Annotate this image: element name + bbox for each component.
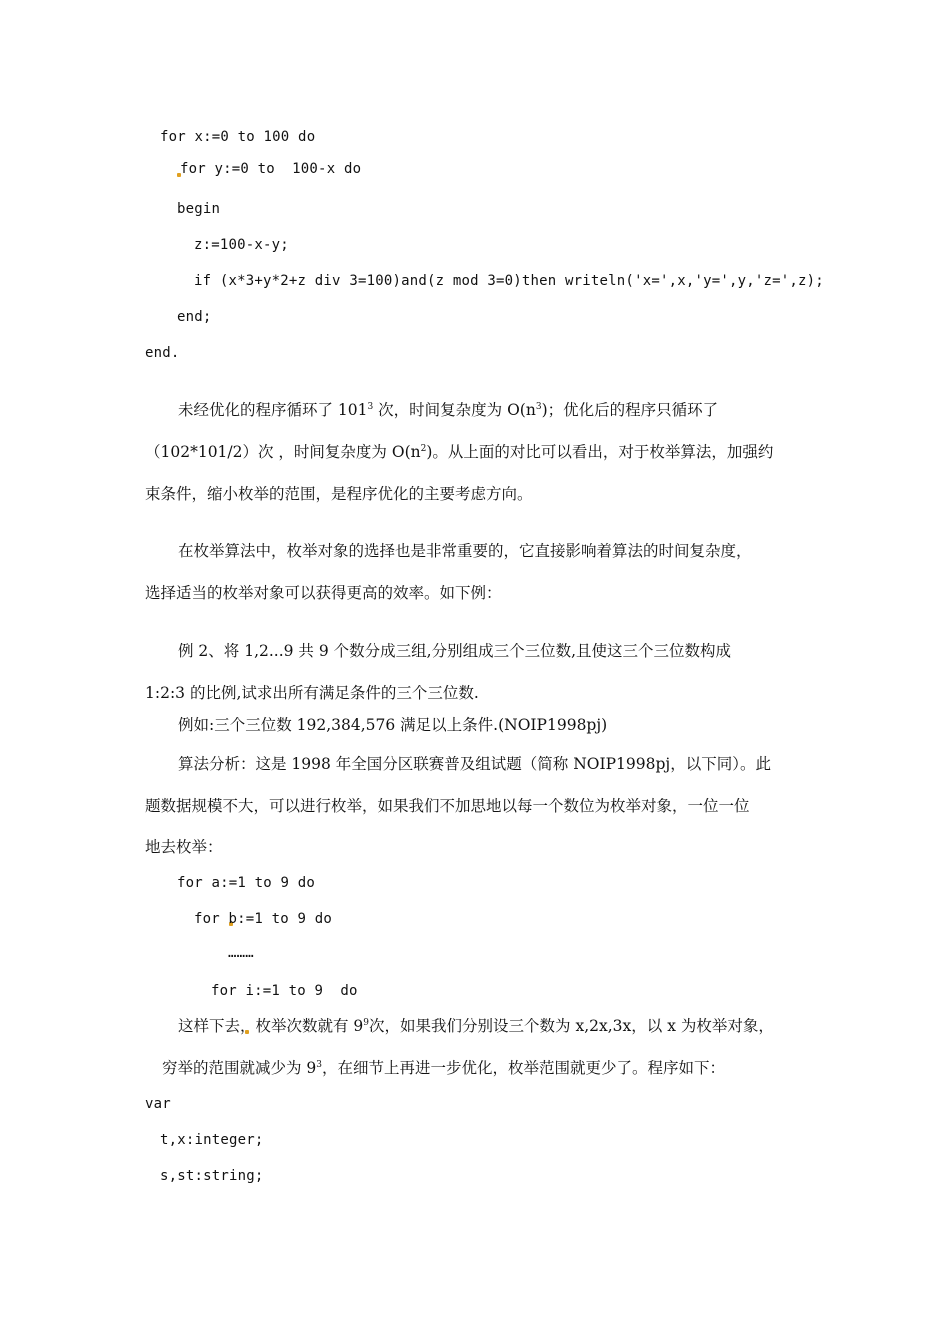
paragraph-line: 例 2、将 1,2...9 共 9 个数分成三组,分别组成三个三位数,且使这三个三位数构成 bbox=[178, 642, 732, 660]
code-line: end; bbox=[177, 309, 212, 325]
paragraph-line bbox=[145, 442, 773, 462]
superscript: 3 bbox=[316, 1060, 323, 1070]
text-run: )。从上面的对比可以看出，对于枚举算法，加强约 bbox=[426, 443, 774, 461]
paragraph-line bbox=[162, 1058, 725, 1078]
paragraph-line: 束条件，缩小枚举的范围，是程序优化的主要考虑方向。 bbox=[145, 485, 533, 503]
paragraph-line: 题数据规模不大，可以进行枚举，如果我们不加思地以每一个数位为枚举对象，一位一位 bbox=[145, 797, 750, 815]
paragraph-line bbox=[178, 400, 718, 420]
superscript: 3 bbox=[535, 402, 542, 412]
text-run: )；优化后的程序只循环了 bbox=[541, 401, 719, 419]
text-run: 穷举的范围就减少为 9 bbox=[162, 1059, 317, 1077]
text-run: 这样下去，枚举次数就有 9 bbox=[178, 1017, 364, 1035]
paragraph-line: 算法分析：这是 1998 年全国分区联赛普及组试题（简称 NOIP1998pj，以下同）。此 bbox=[178, 755, 771, 773]
code-line: s,st:string; bbox=[160, 1168, 264, 1184]
code-line: t,x:integer; bbox=[160, 1132, 264, 1148]
ellipsis: ……… bbox=[228, 945, 254, 961]
text-run: （102*101/2）次 ，时间复杂度为 O(n bbox=[145, 443, 421, 461]
paragraph-line: 1:2:3 的比例,试求出所有满足条件的三个三位数. bbox=[145, 684, 479, 702]
paragraph-line: 选择适当的枚举对象可以获得更高的效率。如下例： bbox=[145, 584, 502, 602]
code-line: for i:=1 to 9 do bbox=[211, 983, 358, 999]
paragraph-line: 例如:三个三位数 192,384,576 满足以上条件.(NOIP1998pj) bbox=[178, 716, 608, 734]
code-line: for y:=0 to 100-x do bbox=[180, 161, 362, 177]
code-line: for b:=1 to 9 do bbox=[194, 911, 333, 927]
code-line: var bbox=[145, 1096, 171, 1112]
paragraph-line: 地去枚举： bbox=[145, 838, 223, 856]
superscript: 2 bbox=[420, 444, 427, 454]
text-run: 未经优化的程序循环了 101 bbox=[178, 401, 368, 419]
code-line: if (x*3+y*2+z div 3=100)and(z mod 3=0)then writeln('x=',x,'y=',y,'z=',z); bbox=[194, 273, 824, 289]
text-run: ，在细节上再进一步优化，枚举范围就更少了。程序如下： bbox=[322, 1059, 726, 1077]
paragraph-line bbox=[178, 1016, 774, 1036]
code-line: for a:=1 to 9 do bbox=[177, 875, 316, 891]
superscript: 9 bbox=[363, 1018, 370, 1028]
code-line: for x:=0 to 100 do bbox=[160, 129, 316, 145]
paragraph-line: 在枚举算法中，枚举对象的选择也是非常重要的，它直接影响着算法的时间复杂度， bbox=[178, 542, 752, 560]
superscript: 3 bbox=[367, 402, 374, 412]
text-run: 次，如果我们分别设三个数为 x,2x,3x，以 x 为枚举对象， bbox=[369, 1017, 774, 1035]
code-line: z:=100-x-y; bbox=[194, 237, 289, 253]
code-line: begin bbox=[177, 201, 221, 217]
text-run: 次，时间复杂度为 O(n bbox=[373, 401, 536, 419]
code-line: end. bbox=[145, 345, 180, 361]
